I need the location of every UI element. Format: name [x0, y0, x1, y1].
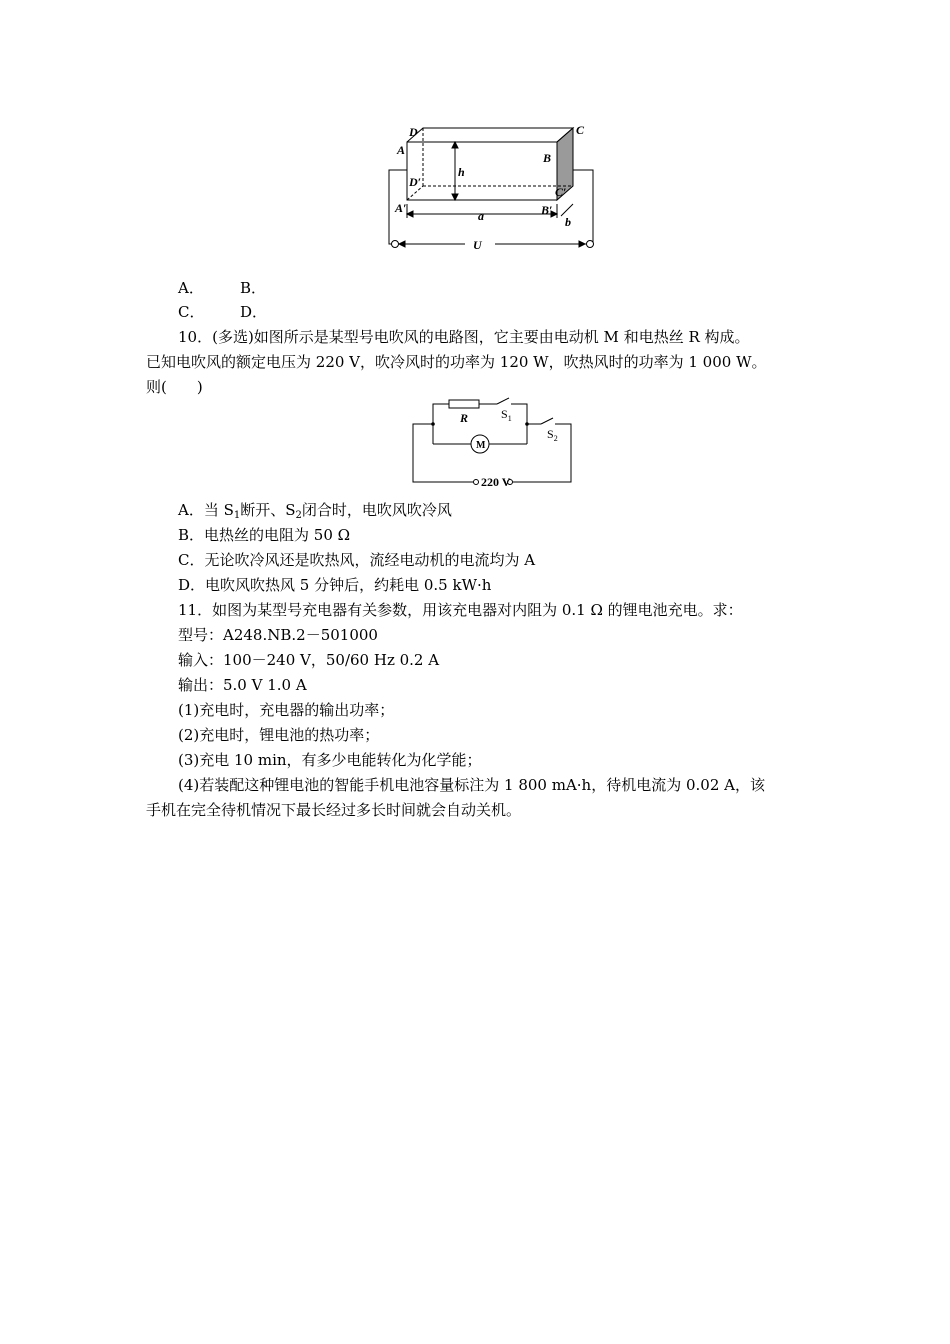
label-S1: $S_1$	[501, 407, 512, 423]
label-C: C	[576, 123, 585, 137]
q11-part2: (2)充电时，锂电池的热功率；	[178, 726, 380, 744]
q11-line1: 11．如图为某型号充电器有关参数，用该充电器对内阻为 0.1 Ω 的锂电池充电。求：	[178, 601, 743, 619]
option-b: B．	[240, 279, 267, 297]
option-c: C．	[178, 303, 205, 321]
label-a: a	[478, 209, 484, 223]
label-220v: 220 V	[481, 475, 511, 489]
label-h: h	[458, 165, 465, 179]
label-B-prime: B′	[541, 203, 553, 217]
label-A: A	[397, 143, 406, 157]
label-U: U	[473, 238, 482, 252]
label-B: B	[543, 151, 552, 165]
q11-part4-line2: 手机在完全待机情况下最长经过多长时间就会自动关机。	[146, 801, 522, 819]
q10-option-a: A．当 $S_1$断开、$S_2$闭合时，电吹风吹冷风	[178, 501, 452, 521]
label-C-prime: C′	[555, 185, 567, 199]
q11-part4-line1: (4)若装配这种锂电池的智能手机电池容量标注为 1 800 mA·h，待机电流为 0.02 A，该	[178, 776, 765, 794]
label-D: D	[409, 125, 418, 139]
q11-output: 输出：5.0 V 1.0 A	[178, 676, 307, 694]
label-S2: $S_2$	[547, 427, 558, 443]
q11-part3: (3)充电 10 min，有多少电能转化为化学能；	[178, 751, 482, 769]
label-A-prime: A′	[395, 201, 407, 215]
label-R: R	[460, 411, 469, 425]
q10-option-c: C．无论吹冷风还是吹热风，流经电动机的电流均为 A	[178, 551, 536, 569]
option-a: A．	[178, 279, 204, 297]
q11-input: 输入：100－240 V，50/60 Hz 0.2 A	[178, 651, 440, 669]
q10-option-d: D．电吹风吹热风 5 分钟后，约耗电 0.5 kW·h	[178, 576, 492, 594]
q10-line3: 则( )	[146, 378, 203, 396]
q11-part1: (1)充电时，充电器的输出功率；	[178, 701, 395, 719]
q10-line1: 10．(多选)如图所示是某型号电吹风的电路图，它主要由电动机 M 和电热丝 R 构成。	[178, 328, 750, 346]
resistor-r	[449, 400, 479, 408]
label-M: M	[476, 440, 486, 451]
q11-model: 型号：A248.NB.2－501000	[178, 626, 378, 644]
label-b: b	[565, 215, 571, 229]
hair-dryer-circuit	[405, 396, 580, 492]
conductor-block-figure	[385, 120, 605, 260]
q10-option-b: B．电热丝的电阻为 50 Ω	[178, 526, 351, 544]
q10-line2: 已知电吹风的额定电压为 220 V，吹冷风时的功率为 120 W，吹热风时的功率为 1 000 W。	[146, 353, 767, 371]
label-D-prime: D′	[409, 175, 422, 189]
option-d: D．	[240, 303, 268, 321]
